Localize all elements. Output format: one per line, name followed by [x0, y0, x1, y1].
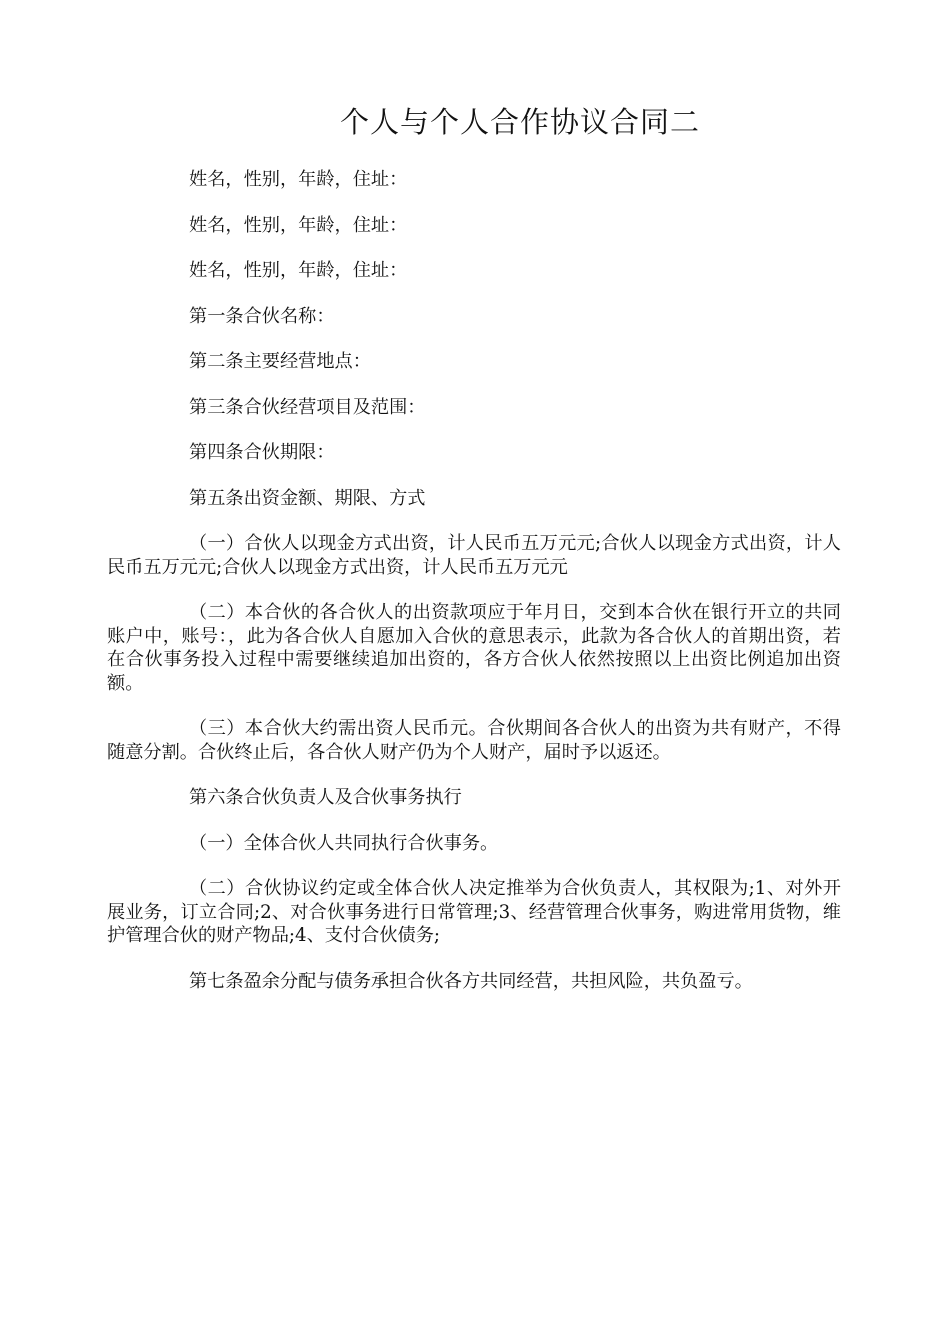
article-5-clause-1: （一）合伙人以现金方式出资，计人民币五万元元;合伙人以现金方式出资，计人民币五万元元;合伙人以现金方式出资，计人民币五万元元	[107, 533, 841, 578]
article-5-heading: 第五条出资金额、期限、方式	[189, 487, 426, 509]
article-6-clause-1: （一）全体合伙人共同执行合伙事务。	[189, 832, 499, 854]
article-2-business-location: 第二条主要经营地点：	[189, 351, 371, 372]
document-body	[107, 168, 841, 1015]
article-5-clause-2: （二）本合伙的各合伙人的出资款项应于年月日，交到本合伙在银行开立的共同账户中，账号：，此为各合伙人自愿加入合伙的意思表示，此款为各合伙人的首期出资，若在合伙事务投入过程中需要继续追加出资的，各方合伙人依然按照以上出资比例追加出资额。	[107, 602, 841, 694]
article-6-clause-2: （二）合伙协议约定或全体合伙人决定推举为合伙负责人，其权限为;1、对外开展业务，订立合同;2、对合伙事务进行日常管理;3、经营管理合伙事务，购进常用货物，维护管理合伙的财产物品;4、支付合伙债务;	[107, 878, 841, 946]
article-5-clause-3: （三）本合伙大约需出资人民币元。合伙期间各合伙人的出资为共有财产，不得随意分割。合伙终止后，各合伙人财产仍为个人财产，届时予以返还。	[107, 718, 841, 763]
article-4-term: 第四条合伙期限：	[189, 442, 335, 463]
article-3-business-scope: 第三条合伙经营项目及范围：	[189, 396, 426, 418]
document-title: 个人与个人合作协议合同二	[339, 105, 700, 139]
article-7-profit-loss: 第七条盈余分配与债务承担合伙各方共同经营，共担风险，共负盈亏。	[189, 970, 753, 992]
article-1-partnership-name: 第一条合伙名称：	[189, 305, 335, 327]
party-info-line-3: 姓名，性别，年龄，住址：	[189, 260, 408, 281]
party-info-line-1: 姓名，性别，年龄，住址：	[189, 169, 408, 190]
party-info-line-2: 姓名，性别，年龄，住址：	[189, 214, 408, 236]
article-6-heading: 第六条合伙负责人及合伙事务执行	[189, 787, 462, 808]
